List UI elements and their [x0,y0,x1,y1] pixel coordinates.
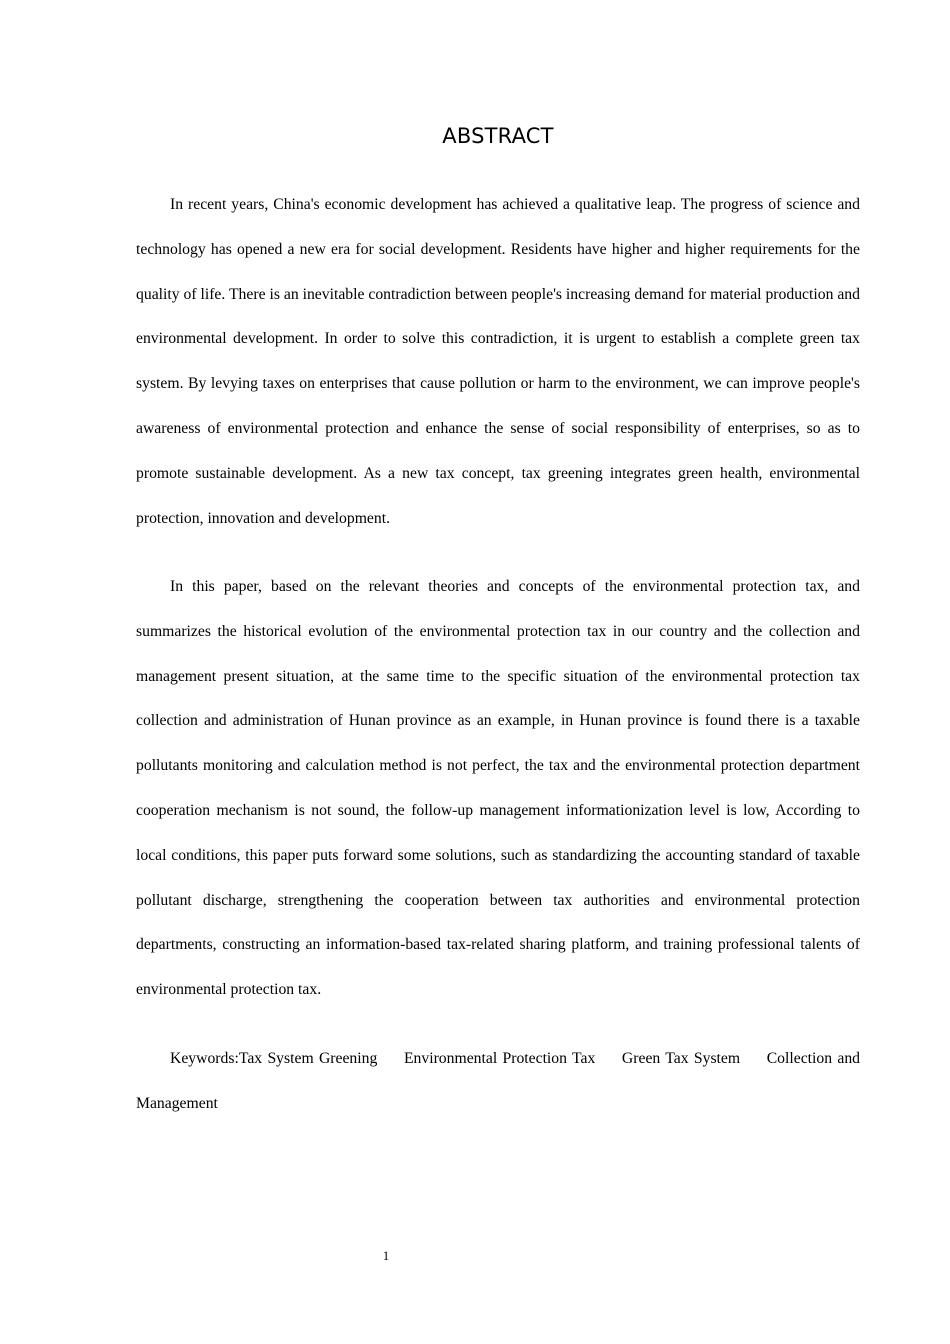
keywords-label: Keywords: [170,1050,239,1067]
page-number: 1 [382,1248,390,1263]
keyword-term: Collection and Management [136,1050,861,1112]
keywords-line [136,1037,860,1127]
keyword-term: Environmental Protection Tax [403,1050,596,1067]
keyword-term: Tax System Greening [238,1050,378,1067]
abstract-heading: ABSTRACT [442,124,554,148]
keyword-term: Green Tax System [621,1050,741,1067]
abstract-paragraph-2: In this paper, based on the relevant theories and concepts of the environmental protection tax, and summarizes the historical evolution of the environmental protection tax in our country and the collection and management present situation, at the same time to the specific situation of the environmental protection tax collection and administration of Hunan province as an example, in Hunan province is found there is a taxable pollutants monitoring and calculation method is not perfect, the tax and the environmental protection department cooperation mechanism is not sound, the follow-up management informationization level is low, According to local conditions, this paper puts forward some solutions, such as standardizing the accounting standard of taxable pollutant discharge, strengthening the cooperation between tax authorities and environmental protection departments, constructing an information-based tax-related sharing platform, and training professional talents of environmental protection tax. [136,578,860,999]
abstract-paragraph-1: In recent years, China's economic development has achieved a qualitative leap. The progress of science and technology has opened a new era for social development. Residents have higher and higher requirements for the quality of life. There is an inevitable contradiction between people's increasing demand for material production and environmental development. In order to solve this contradiction, it is urgent to establish a complete green tax system. By levying taxes on enterprises that cause pollution or harm to the environment, we can improve people's awareness of environmental protection and enhance the sense of social responsibility of enterprises, so as to promote sustainable development. As a new tax concept, tax greening integrates green health, environmental protection, innovation and development. [136,196,860,527]
